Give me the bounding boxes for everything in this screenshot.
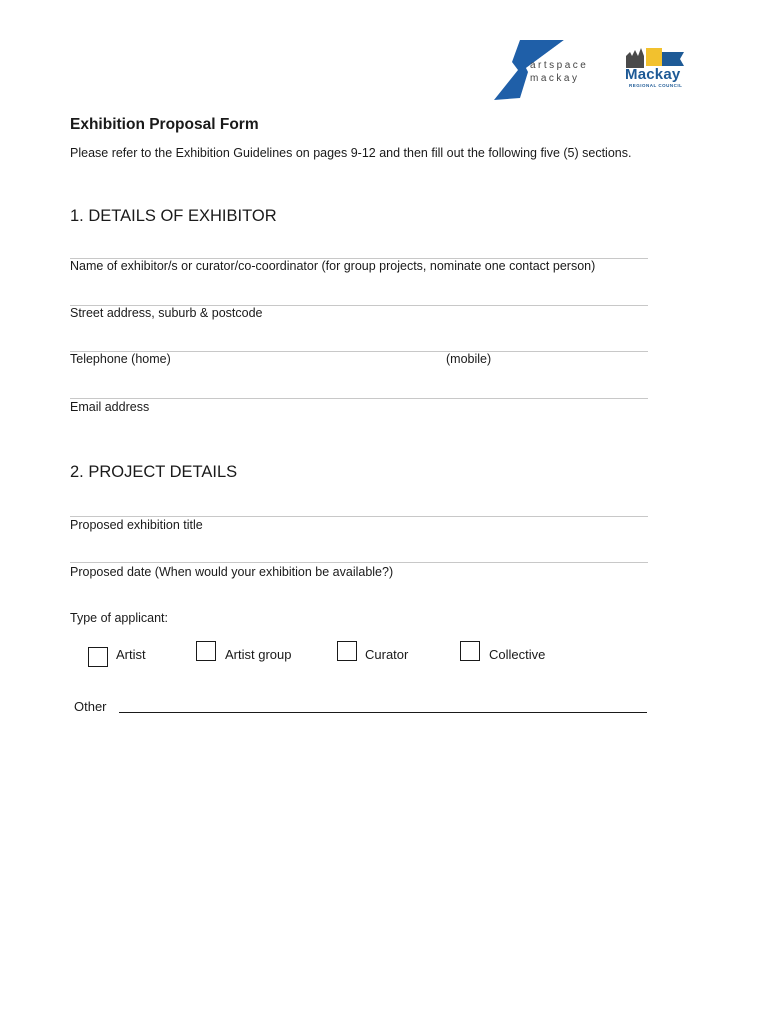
other-field-line[interactable]	[119, 712, 647, 713]
checkbox-curator-label: Curator	[365, 647, 409, 662]
artspace-logo-line2: mackay	[530, 73, 580, 84]
name-field-label: Name of exhibitor/s or curator/co-coordinator (for group projects, nominate one contact person)	[70, 259, 596, 273]
checkbox-artist-group[interactable]	[196, 641, 216, 661]
applicant-type-label: Type of applicant:	[70, 611, 168, 625]
proposed-date-label: Proposed date (When would your exhibition be available?)	[70, 565, 394, 579]
mackay-council-subtitle: REGIONAL COUNCIL	[629, 83, 683, 88]
checkbox-curator[interactable]	[337, 641, 357, 661]
exhibition-title-field-line[interactable]	[70, 516, 648, 517]
email-field-label: Email address	[70, 400, 150, 414]
artspace-logo-text	[530, 59, 588, 85]
section-1-heading: 1. DETAILS OF EXHIBITOR	[70, 207, 277, 225]
email-field-line[interactable]	[70, 398, 648, 399]
telephone-home-label: Telephone (home)	[70, 352, 171, 366]
checkbox-collective-label: Collective	[489, 647, 546, 662]
checkbox-artist[interactable]	[88, 647, 108, 667]
mackay-council-logo-mark	[626, 46, 686, 68]
section-2-heading: 2. PROJECT DETAILS	[70, 463, 238, 481]
intro-text: Please refer to the Exhibition Guidelines on pages 9-12 and then fill out the following five (5) sections.	[70, 146, 632, 160]
checkbox-artist-group-label: Artist group	[225, 647, 292, 662]
page-title: Exhibition Proposal Form	[70, 116, 259, 133]
artspace-logo-line1: artspace	[530, 60, 589, 71]
mackay-council-name: Mackay	[625, 66, 681, 83]
telephone-mobile-label: (mobile)	[446, 352, 492, 366]
proposed-date-field-line[interactable]	[70, 562, 648, 563]
address-field-label: Street address, suburb & postcode	[70, 306, 263, 320]
other-label: Other	[74, 699, 107, 714]
checkbox-collective[interactable]	[460, 641, 480, 661]
exhibition-title-label: Proposed exhibition title	[70, 518, 203, 532]
checkbox-artist-label: Artist	[116, 647, 146, 662]
